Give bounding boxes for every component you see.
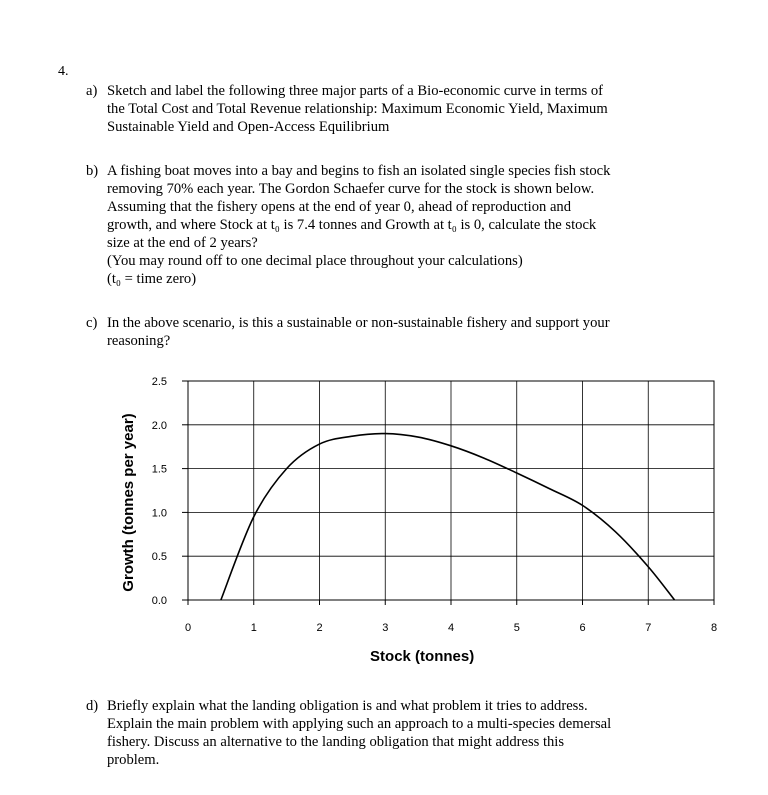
question-number: 4. bbox=[58, 64, 69, 79]
chart-grid bbox=[182, 381, 714, 605]
y-tick-label: 1.0 bbox=[151, 507, 167, 520]
part-a-line: Sketch and label the following three major parts of a Bio-economic curve in terms of bbox=[107, 83, 604, 99]
part-b-line: size at the end of 2 years? bbox=[107, 235, 258, 251]
part-b-line: growth, and where Stock at t₀ is 7.4 tonnes and Growth at t₀ is 0, calculate the stock bbox=[107, 217, 597, 233]
y-tick-label: 1.5 bbox=[151, 463, 167, 476]
part-a-line: the Total Cost and Total Revenue relationship: Maximum Economic Yield, Maximum bbox=[107, 101, 608, 117]
part-a-line: Sustainable Yield and Open-Access Equilibrium bbox=[107, 119, 390, 135]
x-axis-title: Stock (tonnes) bbox=[370, 648, 475, 665]
y-tick-label: 0.0 bbox=[151, 595, 167, 607]
part-b-line: removing 70% each year. The Gordon Schaefer curve for the stock is shown below. bbox=[107, 181, 595, 197]
part-a-label: a) bbox=[86, 83, 98, 99]
x-tick-label: 7 bbox=[645, 622, 652, 634]
part-b-label: b) bbox=[86, 163, 99, 179]
part-b-line: Assuming that the fishery opens at the end of year 0, ahead of reproduction and bbox=[107, 199, 572, 215]
y-tick-label: 2.0 bbox=[151, 419, 167, 432]
part-b-line: (You may round off to one decimal place throughout your calculations) bbox=[107, 253, 523, 269]
part-c-line: reasoning? bbox=[107, 333, 171, 349]
part-c-label: c) bbox=[86, 315, 98, 331]
part-d-label: d) bbox=[86, 698, 99, 714]
x-tick-label: 2 bbox=[316, 622, 323, 634]
x-tick-label: 4 bbox=[447, 622, 455, 634]
x-tick-label: 0 bbox=[184, 622, 192, 634]
y-tick-label: 2.5 bbox=[151, 376, 167, 388]
chart-marks bbox=[221, 434, 675, 600]
x-tick-label: 1 bbox=[250, 622, 257, 634]
chart-labels bbox=[120, 376, 717, 665]
part-d-line: Briefly explain what the landing obligation is and what problem it tries to address. bbox=[107, 698, 588, 714]
x-tick-label: 6 bbox=[579, 622, 586, 634]
part-d-line: fishery. Discuss an alternative to the landing obligation that might address this bbox=[107, 734, 565, 750]
x-tick-label: 5 bbox=[513, 622, 520, 634]
y-tick-label: 0.5 bbox=[151, 551, 167, 564]
x-tick-label: 3 bbox=[382, 622, 389, 634]
part-b-line: (t₀ = time zero) bbox=[107, 271, 197, 287]
part-d-line: Explain the main problem with applying such an approach to a multi-species demersal bbox=[107, 716, 612, 732]
x-tick-label: 8 bbox=[710, 622, 718, 634]
growth-curve-line bbox=[221, 434, 675, 600]
y-axis-title: Growth (tonnes per year) bbox=[120, 413, 137, 592]
part-b-line: A fishing boat moves into a bay and begins to fish an isolated single species fish stock bbox=[107, 163, 611, 179]
part-c-line: In the above scenario, is this a sustainable or non-sustainable fishery and support your bbox=[107, 315, 610, 331]
part-d-line: problem. bbox=[107, 752, 160, 768]
part-d bbox=[86, 697, 716, 769]
